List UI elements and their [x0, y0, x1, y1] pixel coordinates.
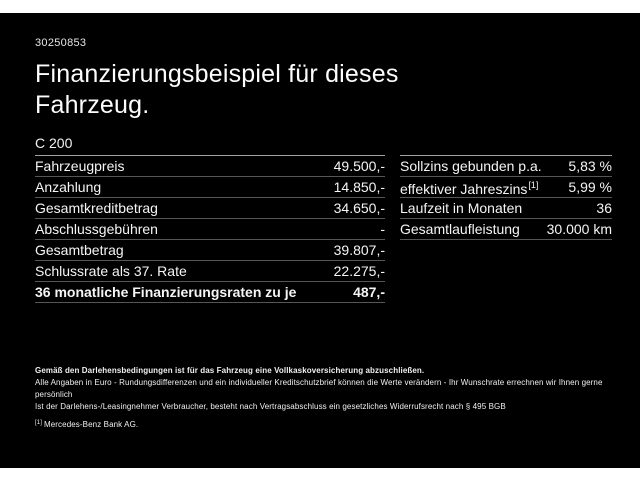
row-label: Gesamtbetrag [35, 242, 124, 258]
table-row [35, 261, 385, 282]
insurance-note: Gemäß den Darlehensbedingungen ist für das Fahrzeug eine Vollkaskoversicherung abzuschließen. [35, 366, 425, 375]
table-row [35, 240, 385, 261]
table-row [35, 219, 385, 240]
footnote [35, 417, 615, 431]
table-row [35, 282, 385, 303]
row-value: 22.275,- [333, 263, 385, 279]
table-row [35, 177, 385, 198]
disclaimer-line1: Alle Angaben in Euro - Rundungsdifferenzen und ein individueller Kreditschutzbrief können die Werte verändern - Ihr Wunschrate errechnen wir Ihnen gerne persönlich [35, 378, 603, 399]
row-value: 5,83 % [568, 158, 612, 174]
row-value: 39.807,- [333, 242, 385, 258]
table-row [35, 156, 385, 177]
row-label: Schlussrate als 37. Rate [35, 263, 187, 279]
vehicle-model: C 200 [35, 135, 73, 151]
row-label: Abschlussgebühren [35, 221, 158, 237]
row-label: Fahrzeugpreis [35, 158, 125, 174]
table-row [400, 156, 612, 177]
disclaimer-line2: Ist der Darlehens-/Leasingnehmer Verbraucher, besteht nach Vertragsabschluss ein gesetzliches Widerrufsrecht nach § 495 BGB [35, 402, 506, 411]
row-label: Anzahlung [35, 179, 102, 195]
table-row [35, 198, 385, 219]
row-value: 49.500,- [333, 158, 385, 174]
legal-footer [35, 365, 615, 431]
row-value: 487,- [353, 284, 385, 300]
footnote-marker: [1] [35, 420, 42, 426]
row-value: 30.000 km [546, 221, 612, 237]
row-value: - [380, 221, 385, 237]
row-label: effektiver Jahreszins[1] [400, 180, 539, 197]
page-title [35, 59, 399, 121]
page-title-line1: Finanzierungsbeispiel für dieses [35, 60, 399, 88]
page-title-line2: Fahrzeug. [35, 91, 150, 119]
table-row [400, 198, 612, 219]
footnote-text: Mercedes-Benz Bank AG. [43, 420, 139, 429]
row-value: 34.650,- [333, 200, 385, 216]
row-value: 5,99 % [568, 179, 612, 195]
row-label: Laufzeit in Monaten [400, 200, 523, 216]
row-value: 36 [596, 200, 612, 216]
interest-terms-table [400, 155, 612, 240]
offer-id: 30250853 [35, 37, 87, 49]
finance-amounts-table [35, 155, 385, 303]
row-label: Sollzins gebunden p.a. [400, 158, 542, 174]
row-label: Gesamtlaufleistung [400, 221, 520, 237]
footnote-ref: [1] [528, 180, 539, 190]
finance-example-slide [0, 13, 640, 468]
table-row [400, 177, 612, 198]
row-label: 36 monatliche Finanzierungsraten zu je [35, 284, 297, 300]
row-label: Gesamtkreditbetrag [35, 200, 158, 216]
row-value: 14.850,- [333, 179, 385, 195]
table-row [400, 219, 612, 240]
